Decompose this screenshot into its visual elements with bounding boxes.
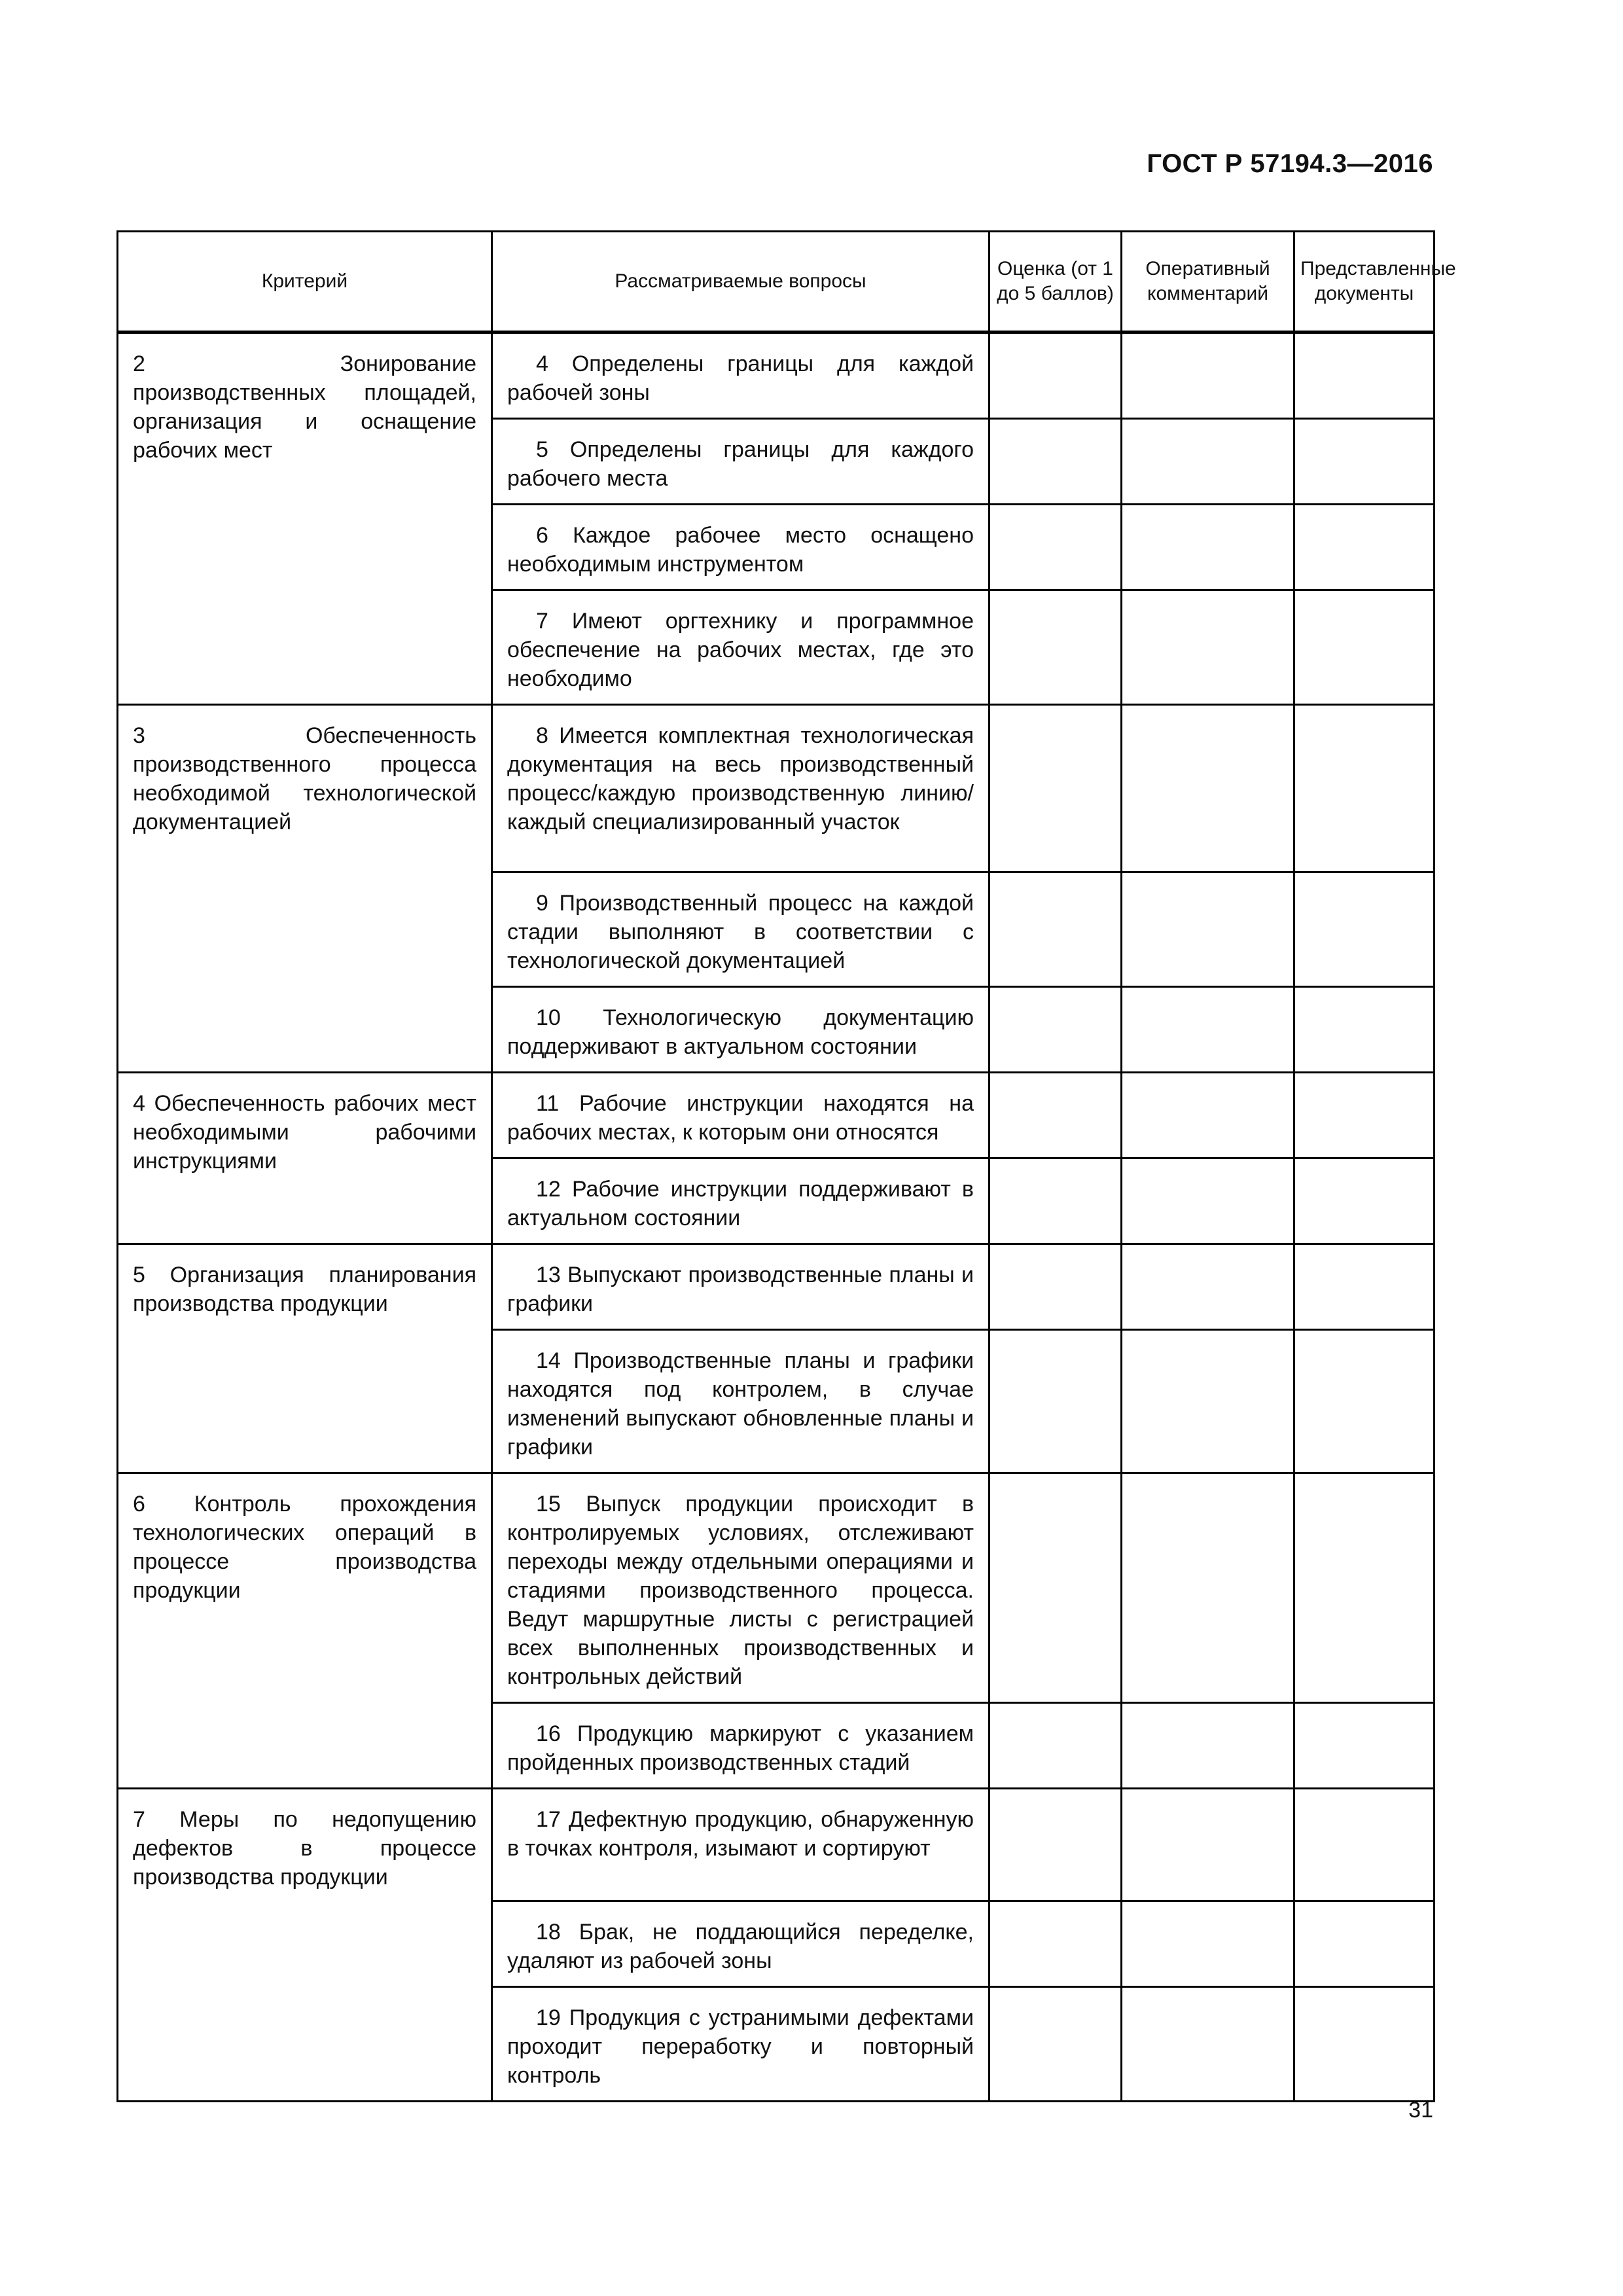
question-cell: [492, 987, 990, 1073]
question-text: Рабочие инструкции находятся на рабочих местах, к которым они относятся: [507, 1091, 974, 1145]
question-text: Имеется комплектная технологическая документация на весь производственный процесс/каждую производственную линию/каждый специализированный участок: [507, 723, 974, 834]
comment-cell[interactable]: [1122, 1703, 1294, 1789]
question-text: Продукция с устранимыми дефектами проходит переработку и повторный контроль: [507, 2005, 974, 2088]
documents-cell[interactable]: [1294, 872, 1435, 987]
question-number: 19: [536, 2005, 561, 2030]
score-cell[interactable]: [990, 1158, 1122, 1244]
table-row: [118, 705, 1435, 872]
comment-cell[interactable]: [1122, 872, 1294, 987]
question-cell: [492, 705, 990, 872]
question-cell: [492, 1789, 990, 1901]
header-criterion: Критерий: [118, 232, 492, 332]
question-cell: [492, 1901, 990, 1987]
comment-cell[interactable]: [1122, 1901, 1294, 1987]
page-number: 31: [1408, 2098, 1433, 2123]
question-cell: [492, 1073, 990, 1158]
score-cell[interactable]: [990, 1473, 1122, 1703]
documents-cell[interactable]: [1294, 590, 1435, 705]
question-text: Производственный процесс на каждой стадии выполняют в соответствии с технологической документацией: [507, 891, 974, 973]
question-text: Имеют оргтехнику и программное обеспечение на рабочих местах, где это необходимо: [507, 609, 974, 691]
question-text: Дефектную продукцию, обнаруженную в точках контроля, изымают и сортируют: [507, 1807, 974, 1861]
header-score: Оценка (от 1 до 5 баллов): [990, 232, 1122, 332]
question-number: 5: [536, 437, 548, 462]
comment-cell[interactable]: [1122, 505, 1294, 590]
comment-cell[interactable]: [1122, 1789, 1294, 1901]
question-number: 17: [536, 1807, 561, 1832]
comment-cell[interactable]: [1122, 1473, 1294, 1703]
comment-cell[interactable]: [1122, 1244, 1294, 1330]
question-number: 18: [536, 1920, 561, 1945]
table-row: [118, 1473, 1435, 1703]
documents-cell[interactable]: [1294, 1901, 1435, 1987]
question-cell: [492, 1473, 990, 1703]
question-cell: [492, 332, 990, 419]
question-number: 6: [536, 523, 548, 548]
criterion-cell: 3 Обеспеченность производственного процесса необходимой технологической документацией: [118, 705, 492, 1073]
question-text: Брак, не поддающийся переделке, удаляют из рабочей зоны: [507, 1920, 974, 1973]
documents-cell[interactable]: [1294, 332, 1435, 419]
documents-cell[interactable]: [1294, 1330, 1435, 1473]
question-number: 8: [536, 723, 548, 748]
question-cell: [492, 1330, 990, 1473]
question-cell: [492, 419, 990, 505]
documents-cell[interactable]: [1294, 1473, 1435, 1703]
question-text: Технологическую документацию поддерживают в актуальном состоянии: [507, 1005, 974, 1059]
comment-cell[interactable]: [1122, 1987, 1294, 2102]
question-number: 10: [536, 1005, 561, 1030]
score-cell[interactable]: [990, 1244, 1122, 1330]
question-cell: [492, 1987, 990, 2102]
score-cell[interactable]: [990, 1901, 1122, 1987]
criterion-cell: 5 Организация планирования производства продукции: [118, 1244, 492, 1473]
documents-cell[interactable]: [1294, 1073, 1435, 1158]
documents-cell[interactable]: [1294, 1158, 1435, 1244]
document-header: ГОСТ Р 57194.3—2016: [1147, 149, 1433, 178]
question-number: 15: [536, 1492, 561, 1516]
score-cell[interactable]: [990, 1987, 1122, 2102]
criterion-cell: 4 Обеспеченность рабочих мест необходимыми рабочими инструкциями: [118, 1073, 492, 1244]
comment-cell[interactable]: [1122, 1158, 1294, 1244]
header-questions: Рассматриваемые вопросы: [492, 232, 990, 332]
score-cell[interactable]: [990, 590, 1122, 705]
question-text: Каждое рабочее место оснащено необходимым инструментом: [507, 523, 974, 577]
score-cell[interactable]: [990, 1073, 1122, 1158]
criterion-cell: 7 Меры по недопущению дефектов в процессе производства продукции: [118, 1789, 492, 2102]
comment-cell[interactable]: [1122, 1073, 1294, 1158]
documents-cell[interactable]: [1294, 1987, 1435, 2102]
question-number: 11: [536, 1091, 560, 1116]
question-cell: [492, 1244, 990, 1330]
score-cell[interactable]: [990, 505, 1122, 590]
question-text: Определены границы для каждого рабочего места: [507, 437, 974, 491]
question-number: 7: [536, 609, 548, 634]
score-cell[interactable]: [990, 705, 1122, 872]
score-cell[interactable]: [990, 872, 1122, 987]
question-number: 13: [536, 1263, 561, 1287]
criterion-cell: 6 Контроль прохождения технологических операций в процессе производства продукции: [118, 1473, 492, 1789]
question-text: Рабочие инструкции поддерживают в актуальном состоянии: [507, 1177, 974, 1230]
documents-cell[interactable]: [1294, 705, 1435, 872]
criterion-cell: 2 Зонирование производственных площадей, организация и оснащение рабочих мест: [118, 332, 492, 705]
documents-cell[interactable]: [1294, 987, 1435, 1073]
question-cell: [492, 1703, 990, 1789]
question-cell: [492, 872, 990, 987]
header-documents: Представленные документы: [1294, 232, 1435, 332]
table-row: [118, 1073, 1435, 1158]
header-comment: Оперативный комментарий: [1122, 232, 1294, 332]
question-text: Производственные планы и графики находятся под контролем, в случае изменений выпускают обновленные планы и графики: [507, 1348, 974, 1460]
comment-cell[interactable]: [1122, 705, 1294, 872]
documents-cell[interactable]: [1294, 505, 1435, 590]
assessment-table: [116, 230, 1456, 2102]
score-cell[interactable]: [990, 1703, 1122, 1789]
table-row: [118, 332, 1435, 419]
documents-cell[interactable]: [1294, 419, 1435, 505]
comment-cell[interactable]: [1122, 419, 1294, 505]
score-cell[interactable]: [990, 332, 1122, 419]
score-cell[interactable]: [990, 1789, 1122, 1901]
score-cell[interactable]: [990, 1330, 1122, 1473]
question-number: 16: [536, 1721, 561, 1746]
table-body: [118, 332, 1435, 2102]
question-text: Выпускают производственные планы и графики: [507, 1263, 974, 1316]
question-cell: [492, 505, 990, 590]
question-text: Продукцию маркируют с указанием пройденных производственных стадий: [507, 1721, 974, 1775]
score-cell[interactable]: [990, 987, 1122, 1073]
comment-cell[interactable]: [1122, 590, 1294, 705]
question-cell: [492, 1158, 990, 1244]
question-number: 14: [536, 1348, 561, 1373]
comment-cell[interactable]: [1122, 332, 1294, 419]
question-number: 12: [536, 1177, 561, 1202]
comment-cell[interactable]: [1122, 987, 1294, 1073]
table-row: [118, 1789, 1435, 1901]
question-cell: [492, 590, 990, 705]
table-row: [118, 1244, 1435, 1330]
question-number: 4: [536, 351, 548, 376]
question-number: 9: [536, 891, 548, 916]
comment-cell[interactable]: [1122, 1330, 1294, 1473]
table-header-row: [118, 232, 1435, 332]
question-text: Определены границы для каждой рабочей зоны: [507, 351, 974, 405]
documents-cell[interactable]: [1294, 1703, 1435, 1789]
question-text: Выпуск продукции происходит в контролируемых условиях, отслеживают переходы между отдельными операциями и стадиями производственного процесса. Ведут маршрутные листы с регистрацией всех выполненных производственных и контрольных действий: [507, 1492, 974, 1689]
documents-cell[interactable]: [1294, 1789, 1435, 1901]
documents-cell[interactable]: [1294, 1244, 1435, 1330]
score-cell[interactable]: [990, 419, 1122, 505]
